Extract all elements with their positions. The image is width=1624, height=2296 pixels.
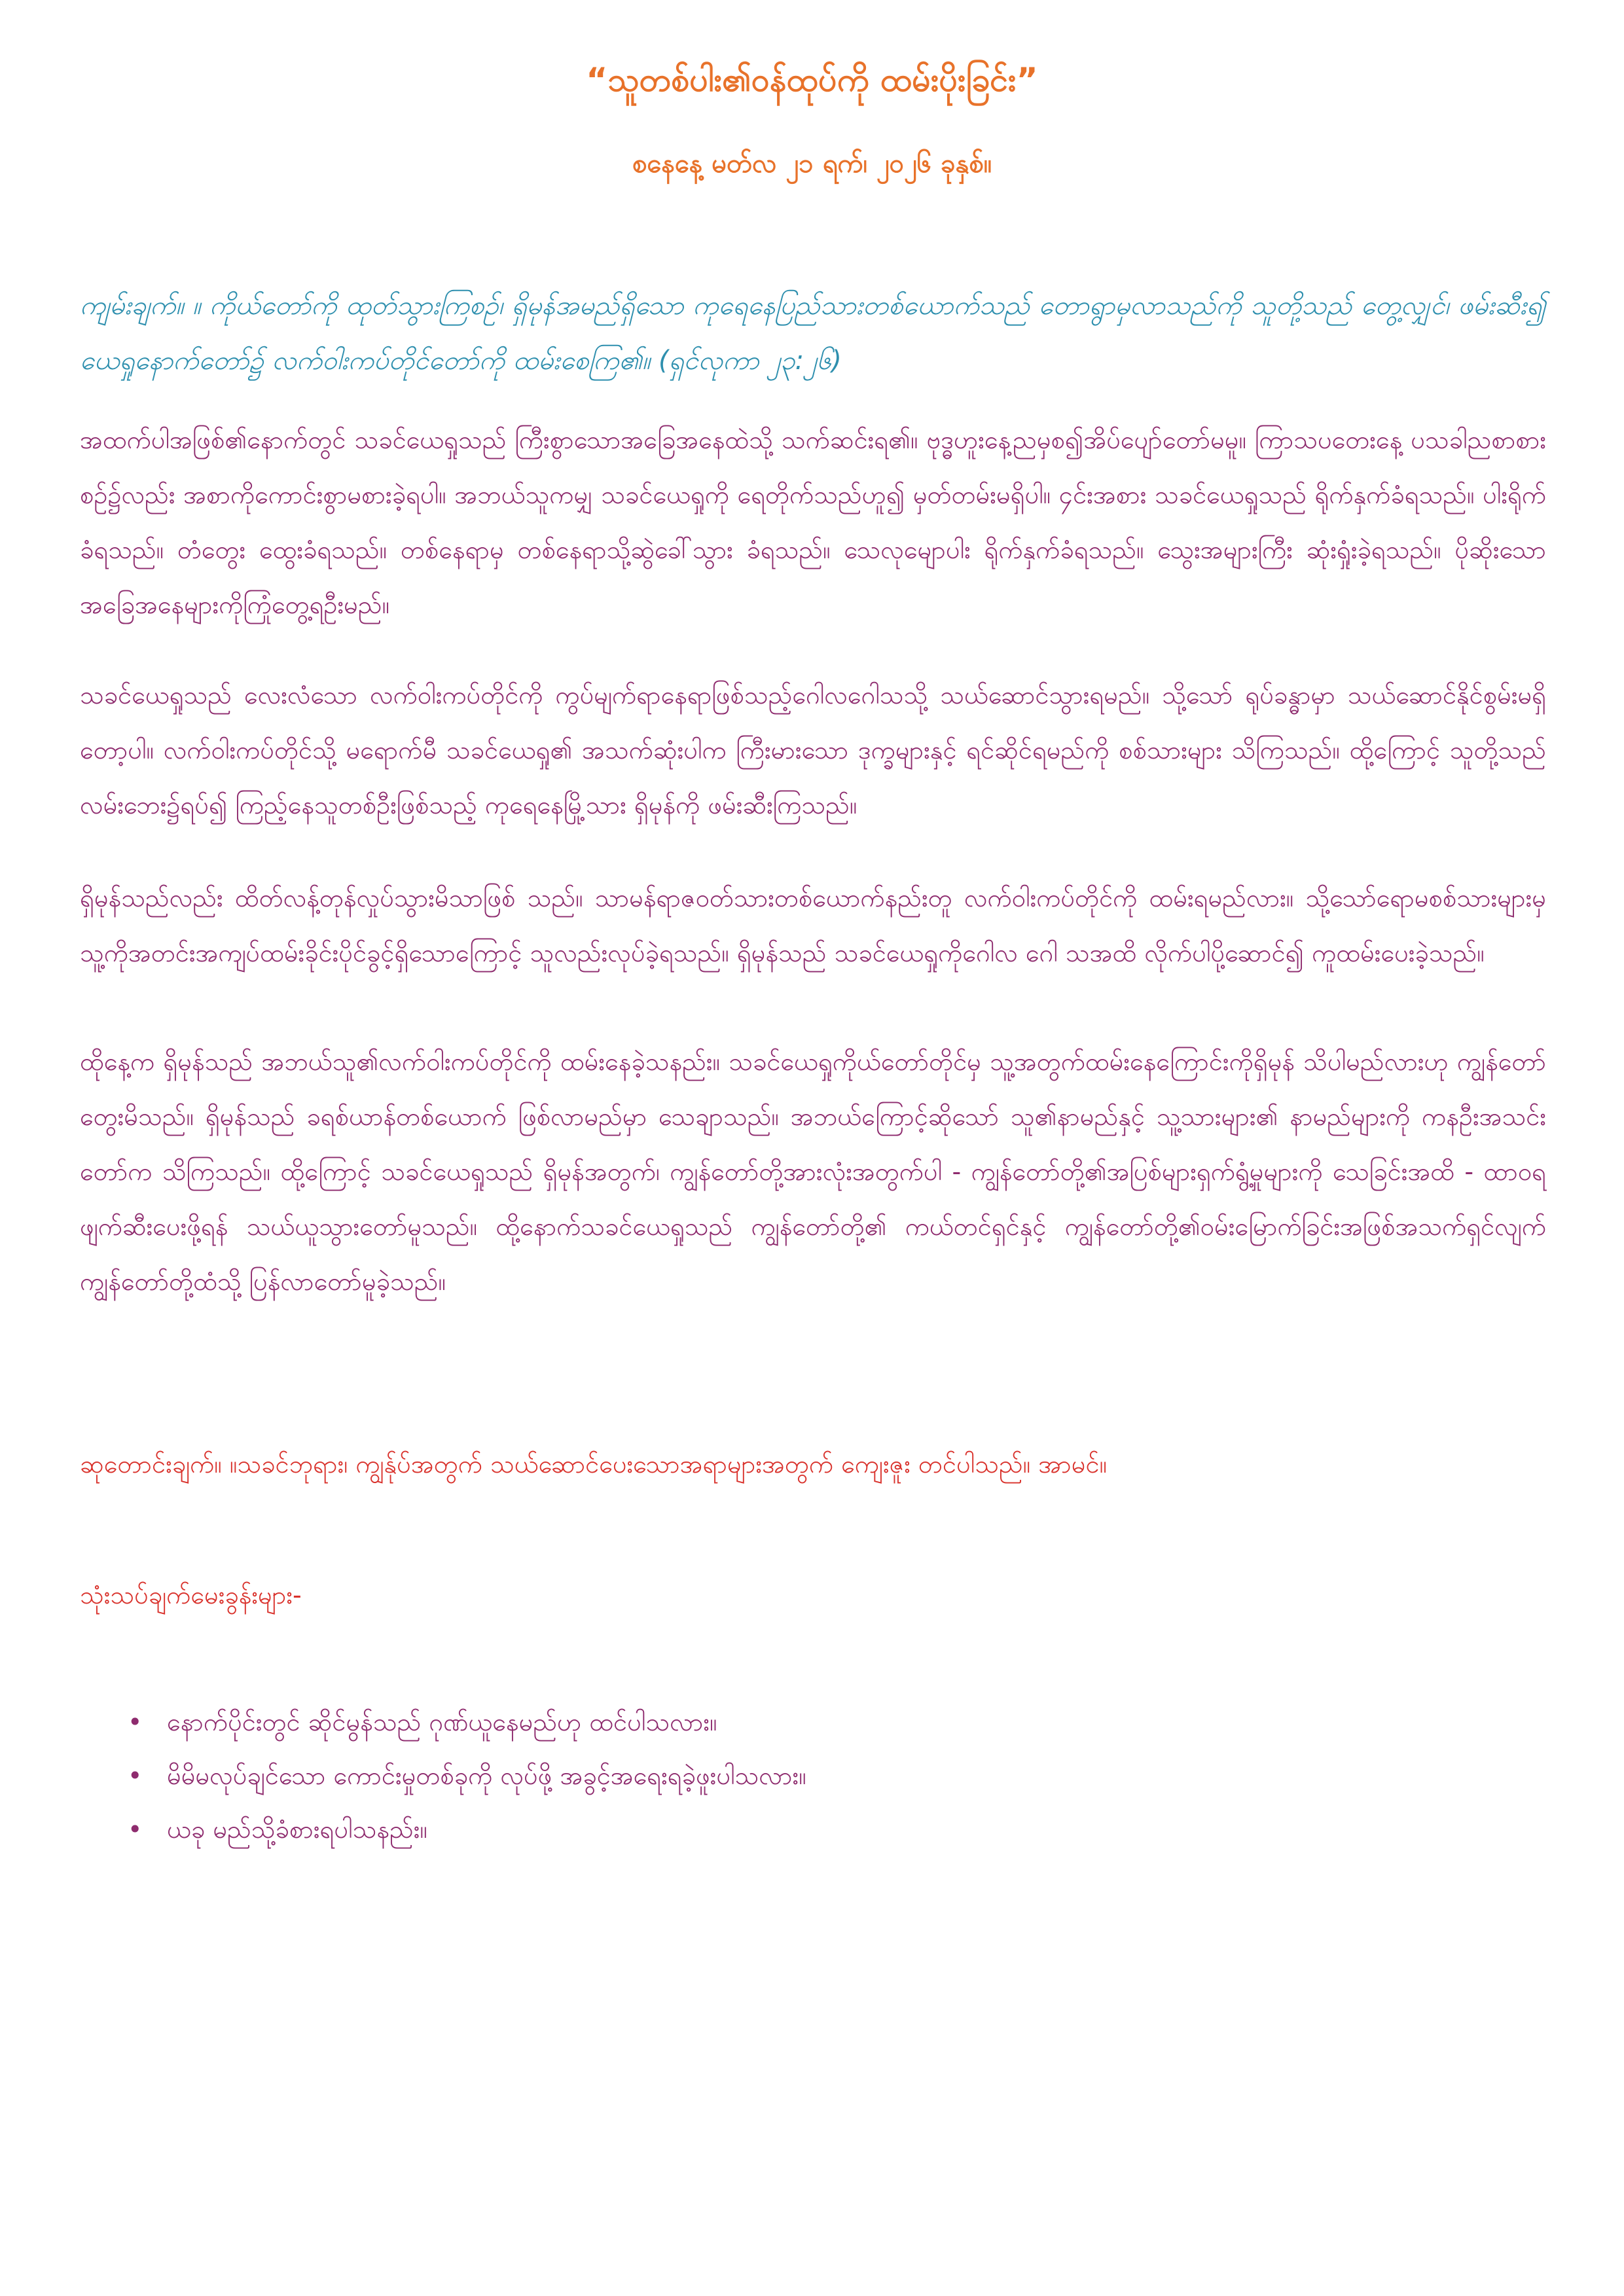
scripture-verse: ကျမ်းချက်။ ။ ကိုယ်တော်ကို ထုတ်သွားကြစဉ်၊ ရှိမုန်အမည်ရှိသော ကုရေနေပြည်သားတစ်ယောက်သည် တောရွာမှလာသည်ကို သူတို့သည် တွေ့လျှင်၊ ဖမ်းဆီး၍ ယေရှုနောက်တော်၌ လက်ဝါးကပ်တိုင်တော်ကို ထမ်းစေကြ၏။ (ရှင်လုကာ ၂၃:၂၆) (80, 291, 1546, 376)
question-text: နောက်ပိုင်းတွင် ဆိုင်မွန်သည် ဂုဏ်ယူနေမည်ဟု ထင်ပါသလား။ (167, 1708, 717, 1736)
reflection-questions-list (128, 1695, 1502, 1856)
body-paragraph-2: သခင်ယေရှုသည် လေးလံသော လက်ဝါးကပ်တိုင်ကို ကွပ်မျက်ရာနေရာဖြစ်သည့်ဂေါလဂေါသသို့ သယ်ဆောင်သွားရမည်။ သို့သော် ရုပ်ခန္ဓာမှာ သယ်ဆောင်နိုင်စွမ်းမရှိတော့ပါ။ လက်ဝါးကပ်တိုင်သို့ မရောက်မီ သခင်ယေရှု၏ အသက်ဆုံးပါက ကြီးမားသော ဒုက္ခများနှင့် ရင်ဆိုင်ရမည်ကို စစ်သားများ သိကြသည်။ ထို့ကြောင့် သူတို့သည် လမ်းဘေး၌ရပ်၍ ကြည့်နေသူတစ်ဦးဖြစ်သည့် ကုရေနေမြို့သား ရှိမုန်ကို ဖမ်းဆီးကြသည်။ (80, 681, 1546, 819)
page-title: “သူတစ်ပါး၏ဝန်ထုပ်ကို ထမ်းပိုးခြင်း” (586, 61, 1038, 99)
body-paragraph-4: ထိုနေ့က ရှိမုန်သည် အဘယ်သူ၏လက်ဝါးကပ်တိုင်ကို ထမ်းနေခဲ့သနည်း။ သခင်ယေရှုကိုယ်တော်တိုင်မှ သူ့အတွက်ထမ်းနေကြောင်းကိုရှိမုန် သိပါမည်လားဟု ကျွန်တော်တွေးမိသည်။ ရှိမုန်သည် ခရစ်ယာန်တစ်ယောက် ဖြစ်လာမည်မှာ သေချာသည်။ အဘယ်ကြောင့်ဆိုသော် သူ၏နာမည်နှင့် သူ့သားများ၏ နာမည်များကို ကနဦးအသင်းတော်က သိကြသည်။ ထို့ကြောင့် သခင်ယေရှုသည် ရှိမုန်အတွက်၊ ကျွန်တော်တို့အားလုံးအတွက်ပါ - ကျွန်တော်တို့၏အပြစ်များရှက်ရွံ့မှုများကို သေခြင်းအထိ - ထာဝရဖျက်ဆီးပေးဖို့ရန် သယ်ယူသွားတော်မူသည်။ ထို့နောက်သခင်ယေရှုသည် ကျွန်တော်တို့၏ ကယ်တင်ရှင်နှင့် ကျွန်တော်တို့၏ဝမ်းမြောက်ခြင်းအဖြစ်အသက်ရှင်လျက် ကျွန်တော်တို့ထံသို့ ပြန်လာတော်မူခဲ့သည်။ (80, 1047, 1546, 1296)
question-text: ယခု မည်သို့ခံစားရပါသနည်း။ (167, 1815, 427, 1844)
question-item (128, 1695, 1502, 1749)
bullet-icon: • (128, 1708, 143, 1736)
prayer-text: ဆုတောင်းချက်။ ။သခင်ဘုရား၊ ကျွန်ုပ်အတွက် သယ်ဆောင်ပေးသောအရာများအတွက် ကျေးဇူး တင်ပါသည်။ အာမင်။ (80, 1450, 1108, 1479)
bullet-icon: • (128, 1761, 143, 1790)
question-item (128, 1803, 1502, 1856)
body-paragraph-3: ရှိမုန်သည်လည်း ထိတ်လန့်တုန်လှုပ်သွားမိသာဖြစ် သည်။ သာမန်ရာဇဝတ်သားတစ်ယောက်နည်းတူ လက်ဝါးကပ်တိုင်ကို ထမ်းရမည်လား။ သို့သော်ရောမစစ်သားများမှ သူ့ကိုအတင်းအကျပ်ထမ်းခိုင်းပိုင်ခွင့်ရှိသောကြောင့် သူလည်းလုပ်ခဲ့ရသည်။ ရှိမုန်သည် သခင်ယေရှုကိုဂေါလ ဂေါ သအထိ လိုက်ပါပို့ဆောင်၍ ကူထမ်းပေးခဲ့သည်။ (80, 884, 1546, 967)
body-paragraph-1: အထက်ပါအဖြစ်၏နောက်တွင် သခင်ယေရှုသည် ကြီးစွာသောအခြေအနေထဲသို့ သက်ဆင်းရ၏။ ဗုဒ္ဓဟူးနေ့ညမှစ၍အိပ်ပျော်တော်မမူ။ ကြာသပတေးနေ့ ပသခါညစာစားစဉ်၌လည်း အစာကိုကောင်းစွာမစားခဲ့ရပါ။ အဘယ်သူကမျှ သခင်ယေရှုကို ရေတိုက်သည်ဟူ၍ မှတ်တမ်းမရှိပါ။ ၄င်းအစား သခင်ယေရှုသည် ရိုက်နှက်ခံရသည်။ ပါးရိုက်ခံရသည်။ တံတွေး ထွေးခံရသည်။ တစ်နေရာမှ တစ်နေရာသို့ဆွဲခေါ်သွား ခံရသည်။ သေလုမျောပါး ရိုက်နှက်ခံရသည်။ သွေးအများကြီး ဆုံးရှုံးခဲ့ရသည်။ ပိုဆိုးသောအခြေအနေများကိုကြုံတွေ့ရဦးမည်။ (80, 425, 1546, 619)
date-line: စနေနေ့ မတ်လ ၂၁ ရက်၊ ၂၀၂၆ ခုနှစ်။ (632, 149, 992, 179)
question-text: မိမိမလုပ်ချင်သော ကောင်းမှုတစ်ခုကို လုပ်ဖို့ အခွင့်အရေးရခဲ့ဖူးပါသလား။ (167, 1761, 806, 1790)
reflection-questions-heading: သုံးသပ်ချက်မေးခွန်းများ- (80, 1581, 302, 1609)
question-item (128, 1749, 1502, 1803)
bullet-icon: • (128, 1815, 143, 1844)
